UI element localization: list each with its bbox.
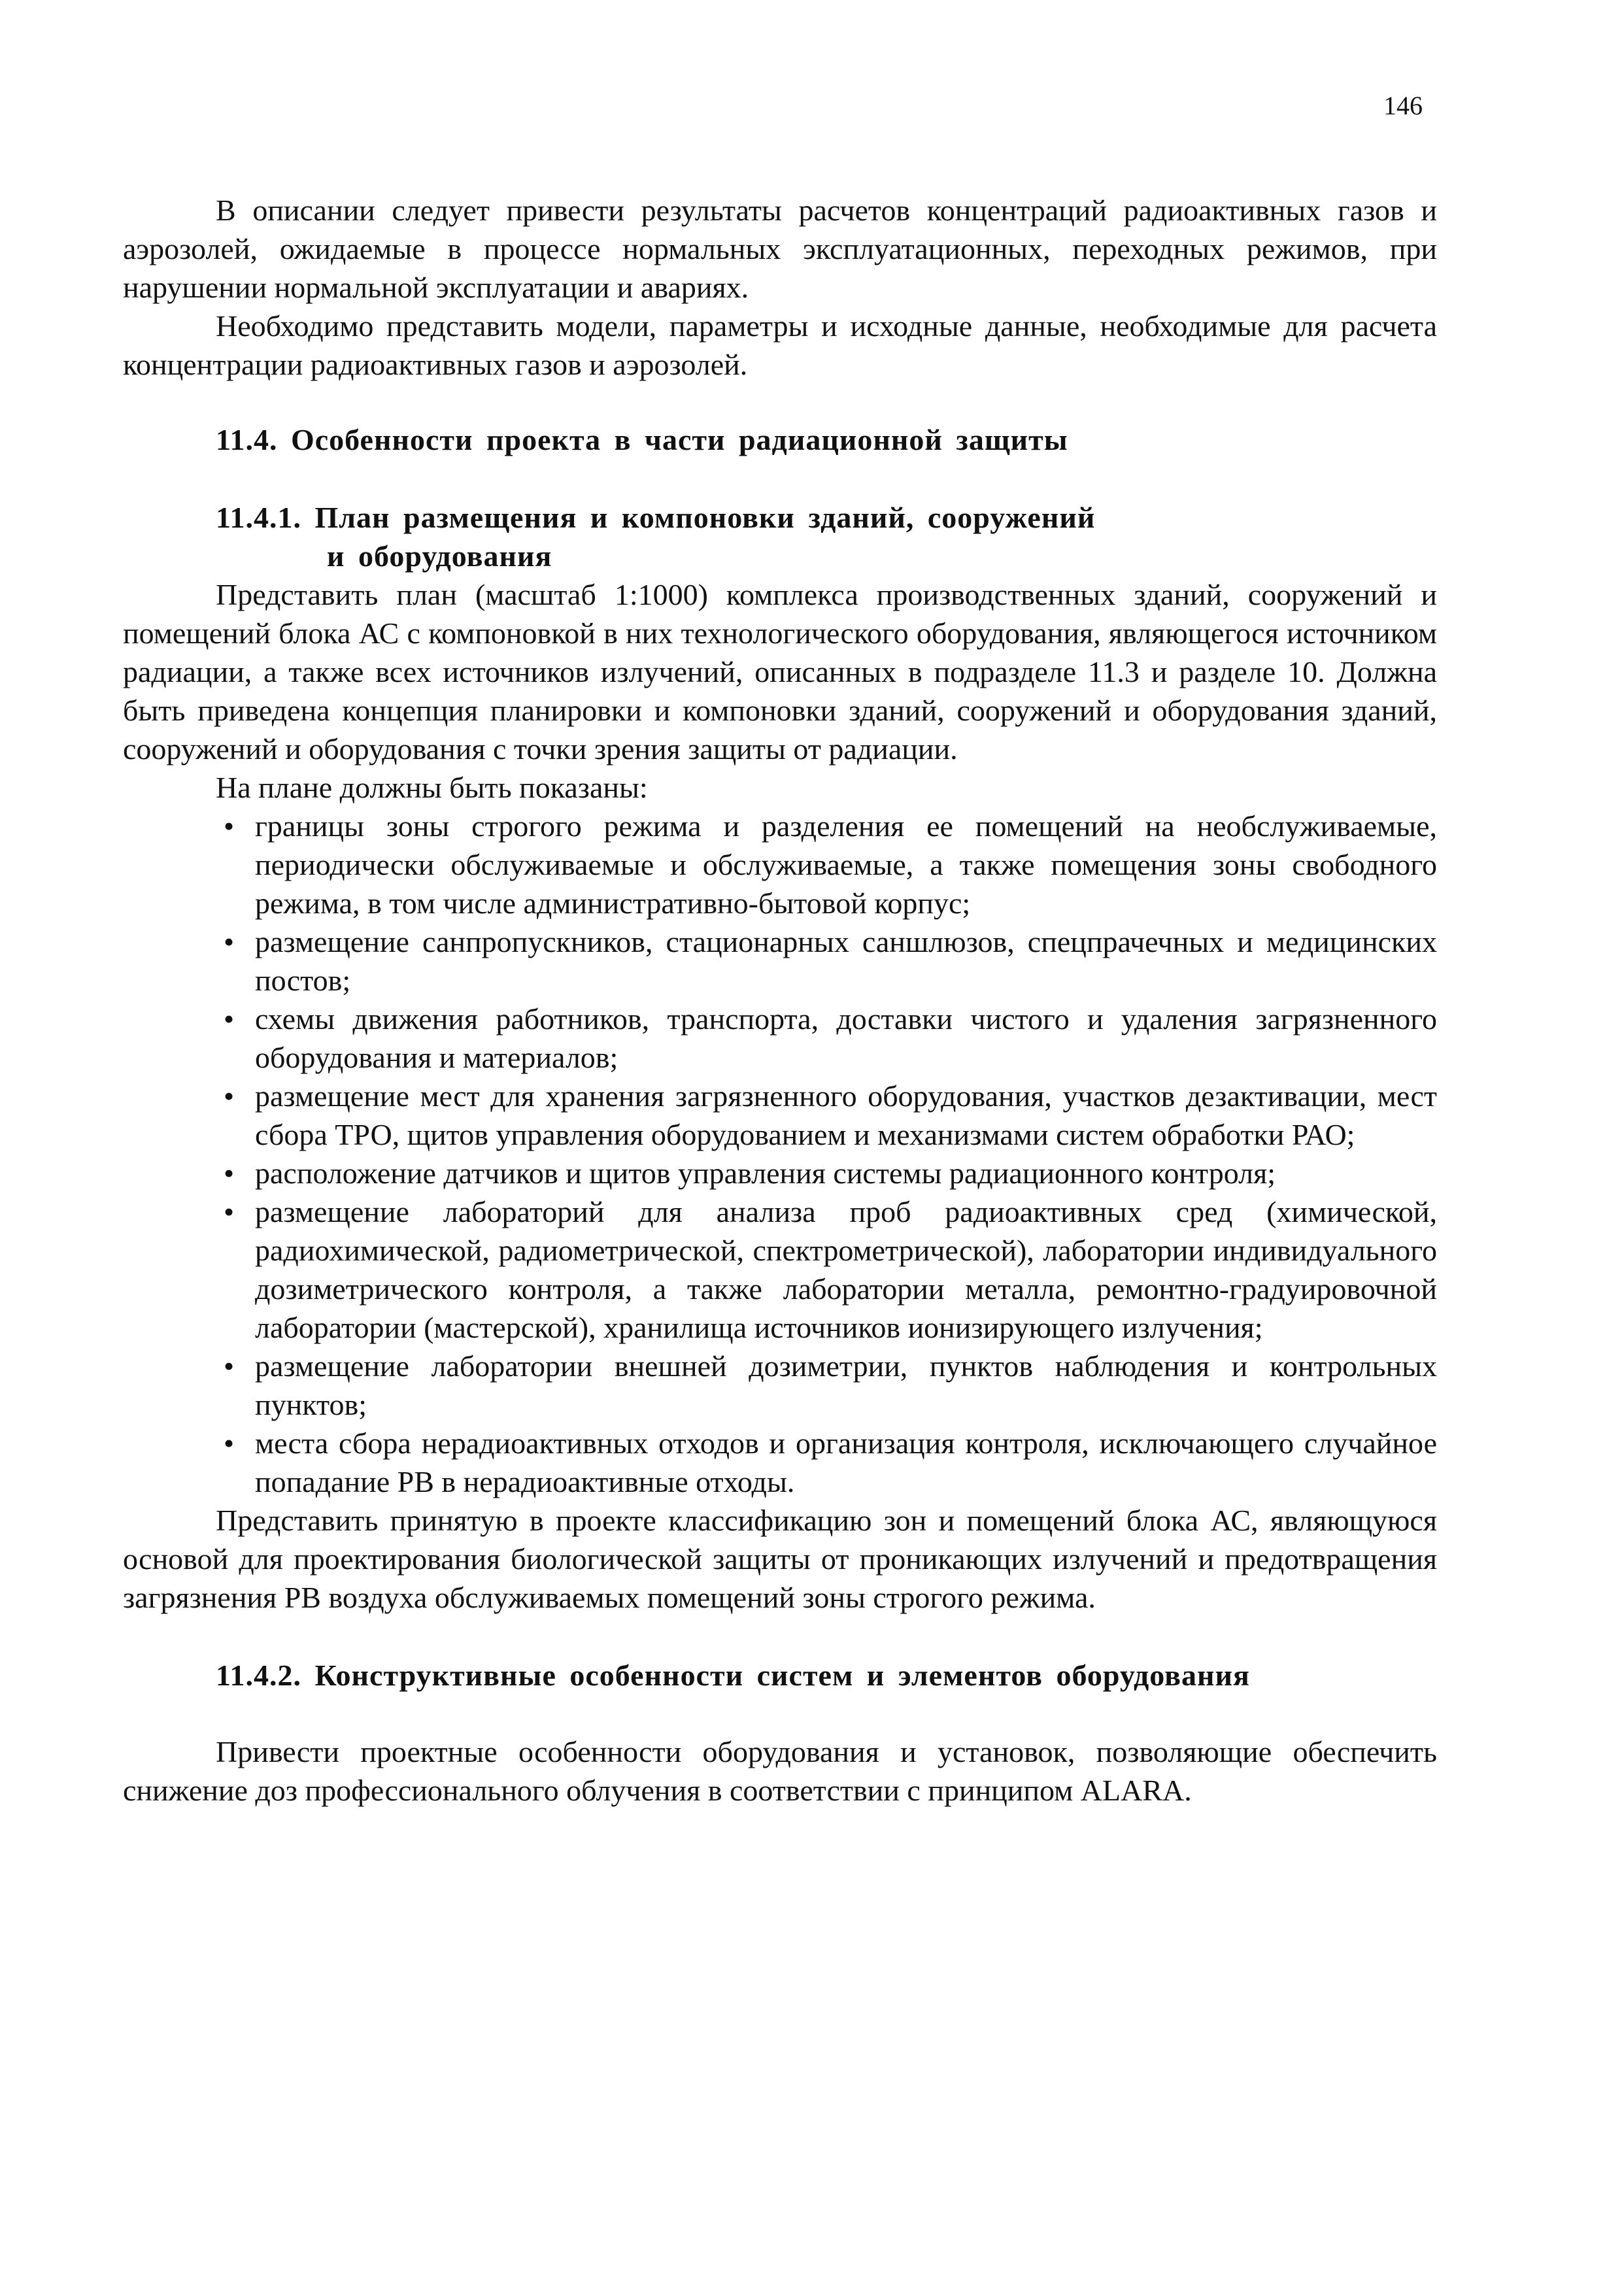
list-item xyxy=(224,1347,1437,1424)
list-item xyxy=(224,1154,1437,1192)
paragraph-alara: Привести проектные особенности оборудования и установок, позволяющие обеспечить снижение доз профессионального облучения в соответствии с принципом ALARA. xyxy=(123,1735,1437,1807)
list-item-text: размещение мест для хранения загрязненного оборудования, участков дезактивации, мест сбора ТРО, щитов управления оборудованием и механизмами систем обработки РАО; xyxy=(255,1079,1437,1151)
bullet-icon: • xyxy=(224,1426,235,1460)
paragraph-zone-classification: Представить принятую в проекте классификацию зон и помещений блока АС, являющуюся основой для проектирования биологической защиты от проникающих излучений и предотвращения загрязнения РВ воздуха обслуживаемых помещений зоны строгого режима. xyxy=(123,1504,1437,1614)
heading-11-4-1-line1: 11.4.1. План размещения и компоновки зданий, сооружений xyxy=(216,501,1096,534)
list-item-text: размещение санпропускников, стационарных саншлюзов, спецпрачечных и медицинских постов; xyxy=(255,925,1437,997)
list-item xyxy=(224,1424,1437,1501)
heading-11-4-2: 11.4.2. Конструктивные особенности систем и элементов оборудования xyxy=(216,1659,1250,1692)
list-item xyxy=(224,1000,1437,1077)
heading-11-4: 11.4. Особенности проекта в части радиационной защиты xyxy=(216,423,1068,456)
page-number: 146 xyxy=(1383,91,1423,120)
bullet-icon: • xyxy=(224,1195,235,1228)
heading-11-4-1-line2: и оборудования xyxy=(327,539,552,573)
list-item xyxy=(224,922,1437,1000)
bullet-icon: • xyxy=(224,1002,235,1036)
plan-requirements-list xyxy=(123,807,1437,1501)
bullet-icon: • xyxy=(224,925,235,958)
bullet-icon: • xyxy=(224,1079,235,1113)
paragraph-models-parameters: Необходимо представить модели, параметры и исходные данные, необходимые для расчета концентрации радиоактивных газов и аэрозолей. xyxy=(123,309,1437,381)
list-item xyxy=(224,1077,1437,1154)
list-item-text: размещение лабораторий для анализа проб радиоактивных сред (химической, радиохимической, радиометрической, спектрометрической), лаборатории индивидуального дозиметрического контроля, а также лаборатории металла, ремонтно-градуировочной лаборатории (мастерской), хранилища источников ионизирующего излучения; xyxy=(255,1195,1437,1344)
paragraph-calculation-results: В описании следует привести результаты расчетов концентраций радиоактивных газов и аэрозолей, ожидаемые в процессе нормальных эксплуатационных, переходных режимов, при нарушении нормальной эксплуатации и авариях. xyxy=(123,194,1437,304)
list-item-text: места сбора нерадиоактивных отходов и организация контроля, исключающего случайное попадание РВ в нерадиоактивные отходы. xyxy=(255,1426,1437,1498)
list-item xyxy=(224,1192,1437,1347)
list-item xyxy=(224,807,1437,922)
list-item-text: границы зоны строгого режима и разделения ее помещений на необслуживаемые, периодически обслуживаемые и обслуживаемые, а также помещения зоны свободного режима, в том числе административно-бытовой корпус; xyxy=(255,809,1437,920)
bullet-icon: • xyxy=(224,1349,235,1383)
paragraph-plan-intro: Представить план (масштаб 1:1000) комплекса производственных зданий, сооружений и помещений блока АС с компоновкой в них технологического оборудования, являющегося источником радиации, а также всех источников излучений, описанных в подразделе 11.3 и разделе 10. Должна быть приведена концепция планировки и компоновки зданий, сооружений и оборудования зданий, сооружений и оборудования с точки зрения защиты от радиации. xyxy=(123,578,1437,766)
list-item-text: схемы движения работников, транспорта, доставки чистого и удаления загрязненного оборудования и материалов; xyxy=(255,1002,1437,1074)
list-item-text: размещение лаборатории внешней дозиметрии, пунктов наблюдения и контрольных пунктов; xyxy=(255,1349,1437,1421)
bullet-icon: • xyxy=(224,1156,235,1190)
paragraph-list-intro: На плане должны быть показаны: xyxy=(216,771,648,804)
heading-11-4-1 xyxy=(123,498,1437,575)
document-body xyxy=(123,191,1437,1810)
bullet-icon: • xyxy=(224,809,235,843)
list-item-text: расположение датчиков и щитов управления системы радиационного контроля; xyxy=(255,1156,1276,1190)
